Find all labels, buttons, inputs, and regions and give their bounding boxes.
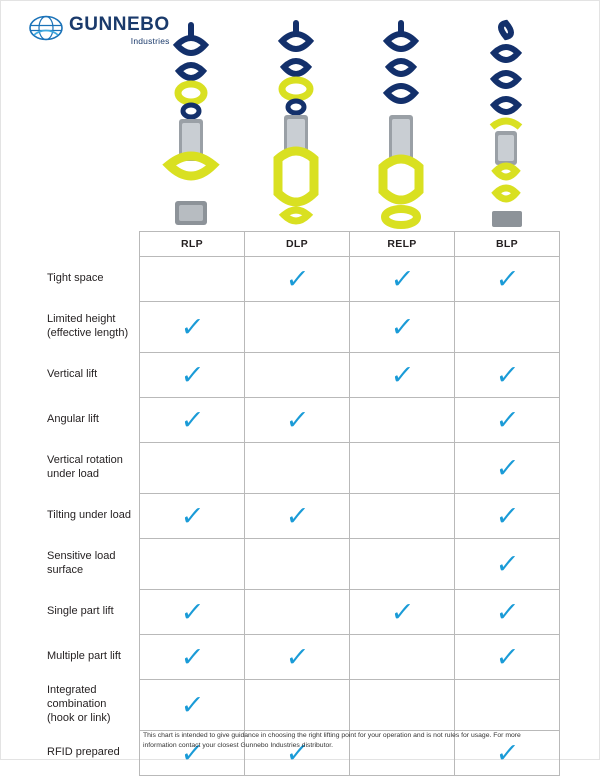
- column-header-rlp: RLP: [140, 232, 245, 257]
- blp-lifting-point-photo: [454, 19, 559, 231]
- check-icon: ✓: [389, 263, 415, 295]
- criteria-label-column: [21, 255, 139, 774]
- check-icon: ✓: [179, 596, 205, 628]
- criteria-label-line: Integrated: [47, 683, 97, 696]
- column-header-relp: RELP: [350, 232, 455, 257]
- check-cell-marked: [350, 302, 455, 353]
- criteria-label: [21, 441, 139, 492]
- check-cell-empty: [140, 443, 245, 494]
- check-icon: ✓: [284, 641, 310, 673]
- check-icon: ✓: [179, 641, 205, 673]
- check-cell-marked: [245, 635, 350, 680]
- criteria-label: [21, 633, 139, 678]
- check-cell-marked: [140, 353, 245, 398]
- table-row: [140, 635, 560, 680]
- check-cell-empty: [350, 494, 455, 539]
- check-icon: ✓: [179, 500, 205, 532]
- criteria-label: [21, 588, 139, 633]
- check-icon: ✓: [284, 404, 310, 436]
- gunnebo-globe-icon: [29, 15, 63, 41]
- check-icon: ✓: [494, 359, 520, 391]
- check-icon: ✓: [284, 500, 310, 532]
- check-cell-empty: [245, 590, 350, 635]
- criteria-label-line: Tight space: [47, 271, 104, 284]
- check-icon: ✓: [284, 737, 310, 769]
- check-cell-empty: [245, 680, 350, 731]
- criteria-label: [21, 537, 139, 588]
- check-cell-empty: [140, 539, 245, 590]
- check-icon: ✓: [494, 263, 520, 295]
- check-icon: ✓: [494, 596, 520, 628]
- table-row: [140, 302, 560, 353]
- check-icon: ✓: [494, 548, 520, 580]
- criteria-label: [21, 729, 139, 774]
- check-cell-marked: [140, 302, 245, 353]
- criteria-label-line: Tilting under load: [47, 508, 131, 521]
- table-row: [140, 590, 560, 635]
- check-icon: ✓: [494, 452, 520, 484]
- relp-lifting-point-photo: [349, 19, 454, 231]
- criteria-label-line: Single part lift: [47, 604, 114, 617]
- check-icon: ✓: [179, 311, 205, 343]
- check-icon: ✓: [494, 404, 520, 436]
- criteria-label: [21, 255, 139, 300]
- check-cell-marked: [140, 590, 245, 635]
- criteria-label-line: Sensitive load: [47, 549, 116, 562]
- table-row: [140, 443, 560, 494]
- criteria-label-line: Vertical rotation: [47, 453, 123, 466]
- rlp-lifting-point-photo: [139, 19, 244, 231]
- check-cell-empty: [455, 680, 560, 731]
- check-icon: ✓: [179, 359, 205, 391]
- criteria-label-line: (hook or link): [47, 711, 111, 724]
- table-row: [140, 353, 560, 398]
- check-icon: ✓: [179, 404, 205, 436]
- check-cell-marked: [455, 539, 560, 590]
- check-icon: ✓: [389, 359, 415, 391]
- check-cell-marked: [350, 257, 455, 302]
- criteria-label-line: (effective length): [47, 326, 129, 339]
- check-cell-empty: [350, 443, 455, 494]
- brand-name: GUNNEBO: [69, 14, 170, 35]
- check-cell-marked: [455, 257, 560, 302]
- dlp-lifting-point-photo: [244, 19, 349, 231]
- product-image-row: [139, 19, 559, 231]
- criteria-label-line: surface: [47, 563, 84, 576]
- check-icon: ✓: [494, 641, 520, 673]
- criteria-label: [21, 492, 139, 537]
- check-icon: ✓: [494, 500, 520, 532]
- table-row: [140, 539, 560, 590]
- check-icon: ✓: [389, 311, 415, 343]
- check-cell-empty: [245, 302, 350, 353]
- column-header-blp: BLP: [455, 232, 560, 257]
- criteria-label-line: Limited height: [47, 312, 116, 325]
- criteria-label: [21, 396, 139, 441]
- table-row: [140, 398, 560, 443]
- check-cell-empty: [350, 680, 455, 731]
- criteria-label-line: Angular lift: [47, 412, 99, 425]
- check-icon: ✓: [389, 596, 415, 628]
- check-cell-marked: [350, 590, 455, 635]
- check-cell-marked: [140, 494, 245, 539]
- check-cell-marked: [245, 398, 350, 443]
- table-header-row: [140, 232, 560, 257]
- check-cell-marked: [455, 443, 560, 494]
- check-icon: ✓: [284, 263, 310, 295]
- check-icon: ✓: [179, 689, 205, 721]
- check-cell-marked: [455, 353, 560, 398]
- column-header-dlp: DLP: [245, 232, 350, 257]
- check-cell-marked: [350, 353, 455, 398]
- check-cell-empty: [245, 443, 350, 494]
- check-cell-marked: [140, 635, 245, 680]
- check-cell-marked: [455, 494, 560, 539]
- check-cell-marked: [140, 680, 245, 731]
- table-row: [140, 257, 560, 302]
- criteria-label-line: under load: [47, 467, 99, 480]
- criteria-label-line: Multiple part lift: [47, 649, 121, 662]
- check-cell-empty: [245, 539, 350, 590]
- table-row: [140, 680, 560, 731]
- check-cell-empty: [350, 539, 455, 590]
- check-cell-empty: [245, 353, 350, 398]
- criteria-label: [21, 300, 139, 351]
- check-cell-empty: [455, 302, 560, 353]
- check-cell-marked: [245, 494, 350, 539]
- check-cell-empty: [350, 398, 455, 443]
- criteria-label-line: Vertical lift: [47, 367, 98, 380]
- criteria-label-line: combination: [47, 697, 107, 710]
- check-icon: ✓: [494, 737, 520, 769]
- table-body: [140, 257, 560, 776]
- check-cell-marked: [245, 257, 350, 302]
- check-cell-marked: [140, 398, 245, 443]
- check-icon: ✓: [179, 737, 205, 769]
- check-cell-marked: [455, 398, 560, 443]
- check-cell-empty: [140, 257, 245, 302]
- criteria-label: [21, 678, 139, 729]
- table-row: [140, 494, 560, 539]
- check-cell-empty: [350, 635, 455, 680]
- check-cell-marked: [455, 635, 560, 680]
- comparison-table: [139, 231, 559, 776]
- brand-subtitle: Industries: [130, 36, 170, 46]
- criteria-label-line: RFID prepared: [47, 745, 120, 758]
- check-cell-marked: [455, 590, 560, 635]
- criteria-label: [21, 351, 139, 396]
- footnote-text: This chart is intended to give guidance in choosing the right lifting point for your operation and is not rules for usage. For more information contact your closest Gunnebo Industries distributor.: [143, 732, 521, 749]
